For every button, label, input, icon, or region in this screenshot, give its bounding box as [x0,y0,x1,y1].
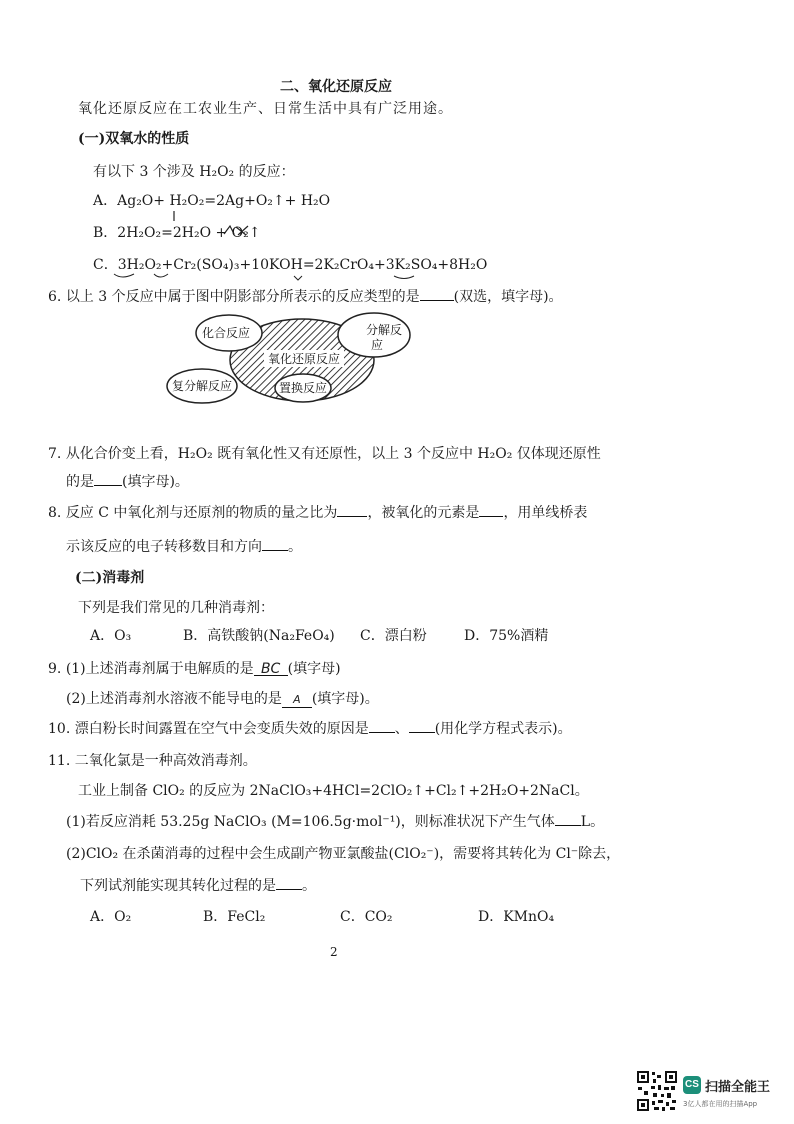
question-9-sub1 [48,658,341,678]
question-9-sub2 [66,688,379,708]
reaction-equation: 2H₂O₂=2H₂O + O₂↑ [117,225,261,241]
question-text-tail: (填字母) [287,661,341,677]
question-number: 11. [48,753,71,769]
answer-blank[interactable] [555,811,581,826]
answer-blank[interactable] [369,718,395,733]
question-text: 的是 [66,474,94,490]
combination-label: 化合反应 [201,326,251,340]
answer-blank[interactable] [409,718,435,733]
question-text-tail: (填字母)。 [311,691,379,707]
scanner-brand: 扫描全能王 [705,1080,771,1095]
part1-lead: 有以下 3 个涉及 H₂O₂ 的反应： [93,164,295,180]
disinfectant-option-a: A．O₃ [90,628,132,644]
handwritten-scribble [222,222,250,238]
disinfectant-option-c: C．漂白粉 [360,628,427,644]
question-text: 从化合价变上看，H₂O₂ 既有氧化性又有还原性，以上 3 个反应中 H₂O₂ 仅体现还原性 [65,446,601,462]
separator: 、 [394,721,409,737]
decomposition-label-1: 分解反 [365,323,403,337]
question-text: 反应 C 中氧化剂与还原剂的物质的量之比为 [65,505,338,521]
question-11-sub2-line2 [80,875,316,895]
question-11-sub1 [66,811,604,831]
reaction-type-diagram [160,308,420,412]
question-11-sub2: (2)ClO₂ 在杀菌消毒的过程中会生成副产物亚氯酸盐(ClO₂⁻)，需要将其转化为 Cl⁻除去， [66,846,621,862]
question-text: (1)若反应消耗 53.25g NaClO₃ (M=106.5g·mol⁻¹)，则标准状况下产生气体 [66,814,555,830]
question-number: 6. [48,289,62,305]
question-text: 下列试剂能实现其转化过程的是 [80,878,276,894]
question-text: ，被氧化的元素是 [367,505,480,521]
question-title: 二氧化氯是一种高效消毒剂。 [74,753,257,769]
question-text: (1)上述消毒剂属于电解质的是 [65,661,254,677]
question-number: 10. [48,721,71,737]
reagent-option-a: A．O₂ [90,909,132,925]
reaction-label: C． [93,257,118,273]
handwritten-answer[interactable]: A [282,693,312,708]
page-number: 2 [330,945,338,959]
question-7-line2 [66,471,189,491]
reaction-equation: Ag₂O+ H₂O₂=2Ag+O₂↑+ H₂O [117,193,331,209]
handwritten-underlines [108,260,428,282]
reaction-label: B． [93,225,118,241]
question-text-tail: 。 [302,878,316,894]
question-text-tail: 。 [288,539,302,555]
reaction-equation: 3H₂O₂+Cr₂(SO₄)₃+10KOH=2K₂CrO₄+3K₂SO₄+8H₂O [117,257,488,273]
answer-blank[interactable] [262,536,288,551]
question-text: 漂白粉长时间露置在空气中会变质失效的原因是 [74,721,369,737]
disinfectant-option-b: B．高铁酸钠(Na₂FeO₄) [183,628,335,644]
question-8 [48,502,587,522]
decomposition-label-2: 应 [370,338,384,352]
intro-text: 氧化还原反应在工农业生产、日常生活中具有广泛用途。 [78,101,453,117]
question-text: ，用单线桥表 [503,505,588,521]
question-text: 示该反应的电子转移数目和方向 [66,539,262,555]
part1-heading: (一)双氧水的性质 [78,131,190,147]
answer-blank[interactable] [94,471,122,486]
question-text: (2)上述消毒剂水溶液不能导电的是 [66,691,282,707]
question-11 [48,750,257,770]
section-title: 二、氧化还原反应 [280,79,392,95]
question-6 [48,286,563,306]
question-text: 以上 3 个反应中属于图中阴影部分所表示的反应类型的是 [65,289,420,305]
question-8-line2 [66,536,302,556]
handwritten-answer[interactable]: BC [254,661,288,676]
question-7 [48,443,601,463]
reaction-label: A． [93,193,118,209]
answer-blank[interactable] [276,875,302,890]
question-10 [48,718,572,738]
answer-blank[interactable] [420,286,454,301]
question-number: 7. [48,446,62,462]
disinfectant-option-d: D．75%酒精 [464,628,549,644]
handwritten-tick [171,210,177,222]
qr-code-icon [636,1070,678,1112]
answer-blank[interactable] [337,502,367,517]
question-number: 9. [48,661,62,677]
reagent-option-b: B．FeCl₂ [203,909,266,925]
question-text-tail: (填字母)。 [122,474,189,490]
reaction-a [93,190,330,210]
scanner-tagline: 3亿人都在用的扫描App [683,1100,758,1108]
reagent-option-d: D．KMnO₄ [478,909,555,925]
question-text-tail: L。 [580,814,605,830]
question-11-prep: 工业上制备 ClO₂ 的反应为 2NaClO₃+4HCl=2ClO₂↑+Cl₂↑+2H₂O+2NaCl。 [78,783,589,799]
reagent-option-c: C．CO₂ [340,909,393,925]
answer-blank[interactable] [479,502,503,517]
question-text-tail: (双选，填字母)。 [453,289,563,305]
displacement-label: 置换反应 [278,381,328,395]
redox-label: 氧化还原反应 [267,352,341,366]
question-text-tail: (用化学方程式表示)。 [434,721,572,737]
double-decomposition-label: 复分解反应 [171,379,233,393]
question-number: 8. [48,505,62,521]
part2-lead: 下列是我们常见的几种消毒剂： [78,600,274,616]
part2-heading: (二)消毒剂 [75,570,145,586]
camscanner-logo-icon: CS [683,1076,701,1094]
